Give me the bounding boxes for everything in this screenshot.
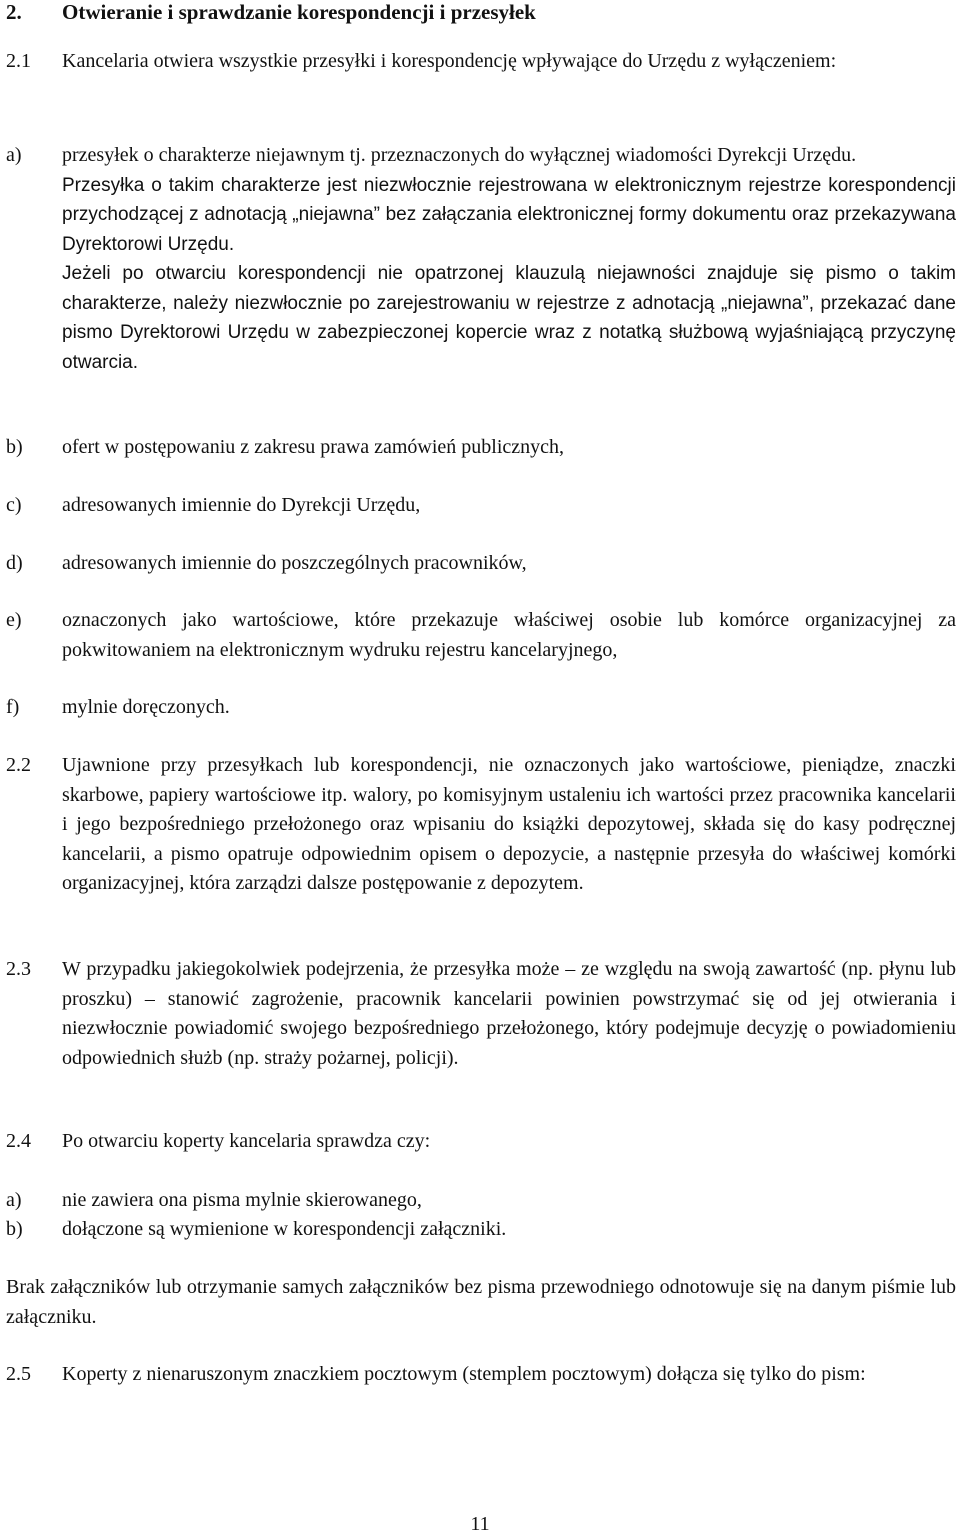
list-text: mylnie doręczonych.: [62, 696, 230, 718]
list-text: adresowanych imiennie do poszczególnych pracowników,: [62, 552, 527, 574]
list-label: d): [6, 552, 23, 574]
section-heading: [6, 0, 536, 25]
check-item-b: [6, 1215, 956, 1245]
note-registration: Przesyłka o takim charakterze jest niezwłocznie rejestrowana w elektronicznym rejestrze korespondencji przychodzącej z adnotacją „niejawna” bez załączania elektronicznej formy dokumentu oraz przekazywana Dyrektorowi Urzędu.: [62, 174, 956, 255]
list-label: e): [6, 609, 22, 631]
paragraph-2-3: [6, 955, 956, 1073]
list-label: b): [6, 1218, 23, 1240]
list-text: nie zawiera ona pisma mylnie skierowanego,: [62, 1189, 422, 1211]
paragraph-number: 2.1: [6, 50, 31, 72]
list-item-f: [6, 693, 956, 723]
list-content: [62, 141, 956, 377]
paragraph-2-4: [6, 1127, 956, 1157]
section-title: Otwieranie i sprawdzanie korespondencji i przesyłek: [62, 0, 536, 24]
section-number: 2.: [6, 0, 22, 24]
check-item-a: [6, 1186, 956, 1216]
list-item-a: [6, 141, 956, 377]
paragraph-text: W przypadku jakiegokolwiek podejrzenia, że przesyłka może – ze względu na swoją zawartość (np. płynu lub proszku) – stanowić zagrożenie, pracownik kancelarii powinien powstrzymać się od jej otwierania i niezwłocznie powiadomić swojego bezpośredniego przełożonego, który podejmuje decyzję o powiadomieniu odpowiednich służb (np. straży pożarnej, policji).: [62, 958, 956, 1069]
list-text: ofert w postępowaniu z zakresu prawa zamówień publicznych,: [62, 436, 565, 458]
paragraph-text: Kancelaria otwiera wszystkie przesyłki i korespondencję wpływające do Urzędu z wyłączeniem:: [62, 50, 837, 72]
paragraph-2-2: [6, 751, 956, 899]
list-item-d: [6, 549, 956, 579]
list-label: c): [6, 494, 22, 516]
list-text: dołączone są wymienione w korespondencji załączniki.: [62, 1218, 507, 1240]
paragraph-number: 2.2: [6, 754, 31, 776]
note-opened-classified: Jeżeli po otwarciu korespondencji nie opatrzonej klauzulą niejawności znajduje się pismo o takim charakterze, należy niezwłocznie po zarejestrowaniu w rejestrze z adnotacją „niejawna”, przekazać dane pismo Dyrektorowi Urzędu w zabezpieczonej kopercie wraz z notatką służbową wyjaśniającą przyczynę otwarcia.: [62, 263, 956, 373]
list-label: f): [6, 696, 20, 718]
list-text: przesyłek o charakterze niejawnym tj. przeznaczonych do wyłącznej wiadomości Dyrekcji Urzędu.: [62, 144, 857, 166]
list-item-b: [6, 433, 956, 463]
list-item-e: [6, 606, 956, 665]
list-text: oznaczonych jako wartościowe, które przekazuje właściwej osobie lub komórce organizacyjnej za pokwitowaniem na elektronicznym wydruku rejestru kancelaryjnego,: [62, 609, 956, 661]
paragraph-number: 2.5: [6, 1363, 31, 1385]
paragraph-number: 2.3: [6, 958, 31, 980]
list-label: a): [6, 1189, 22, 1211]
paragraph-text: Po otwarciu koperty kancelaria sprawdza czy:: [62, 1130, 431, 1152]
list-item-c: [6, 491, 956, 521]
paragraph-text: Koperty z nienaruszonym znaczkiem pocztowym (stemplem pocztowym) dołącza się tylko do pism:: [62, 1363, 866, 1385]
list-text: adresowanych imiennie do Dyrekcji Urzędu,: [62, 494, 421, 516]
list-label: b): [6, 436, 23, 458]
paragraph-2-1: [6, 47, 956, 77]
paragraph-text: Ujawnione przy przesyłkach lub korespondencji, nie oznaczonych jako wartościowe, pieniądze, znaczki skarbowe, papiery wartościowe itp. walory, po komisyjnym ustaleniu ich wartości przez pracownika kancelarii i jego bezpośredniego przełożonego oraz wpisaniu do książki depozytowej, składa się do kasy podręcznej kancelarii, a pismo opatruje odpowiednim opisem o depozycie, a następnie przesyła do właściwej komórki organizacyjnej, która zarządzi dalsze postępowanie z depozytem.: [62, 754, 956, 894]
paragraph-2-5: [6, 1360, 956, 1390]
paragraph-number: 2.4: [6, 1130, 31, 1152]
page-number: 11: [470, 1513, 490, 1535]
missing-attachments-note: Brak załączników lub otrzymanie samych załączników bez pisma przewodniego odnotowuje się na danym piśmie lub załączniku.: [6, 1276, 956, 1328]
list-label: a): [6, 144, 22, 166]
